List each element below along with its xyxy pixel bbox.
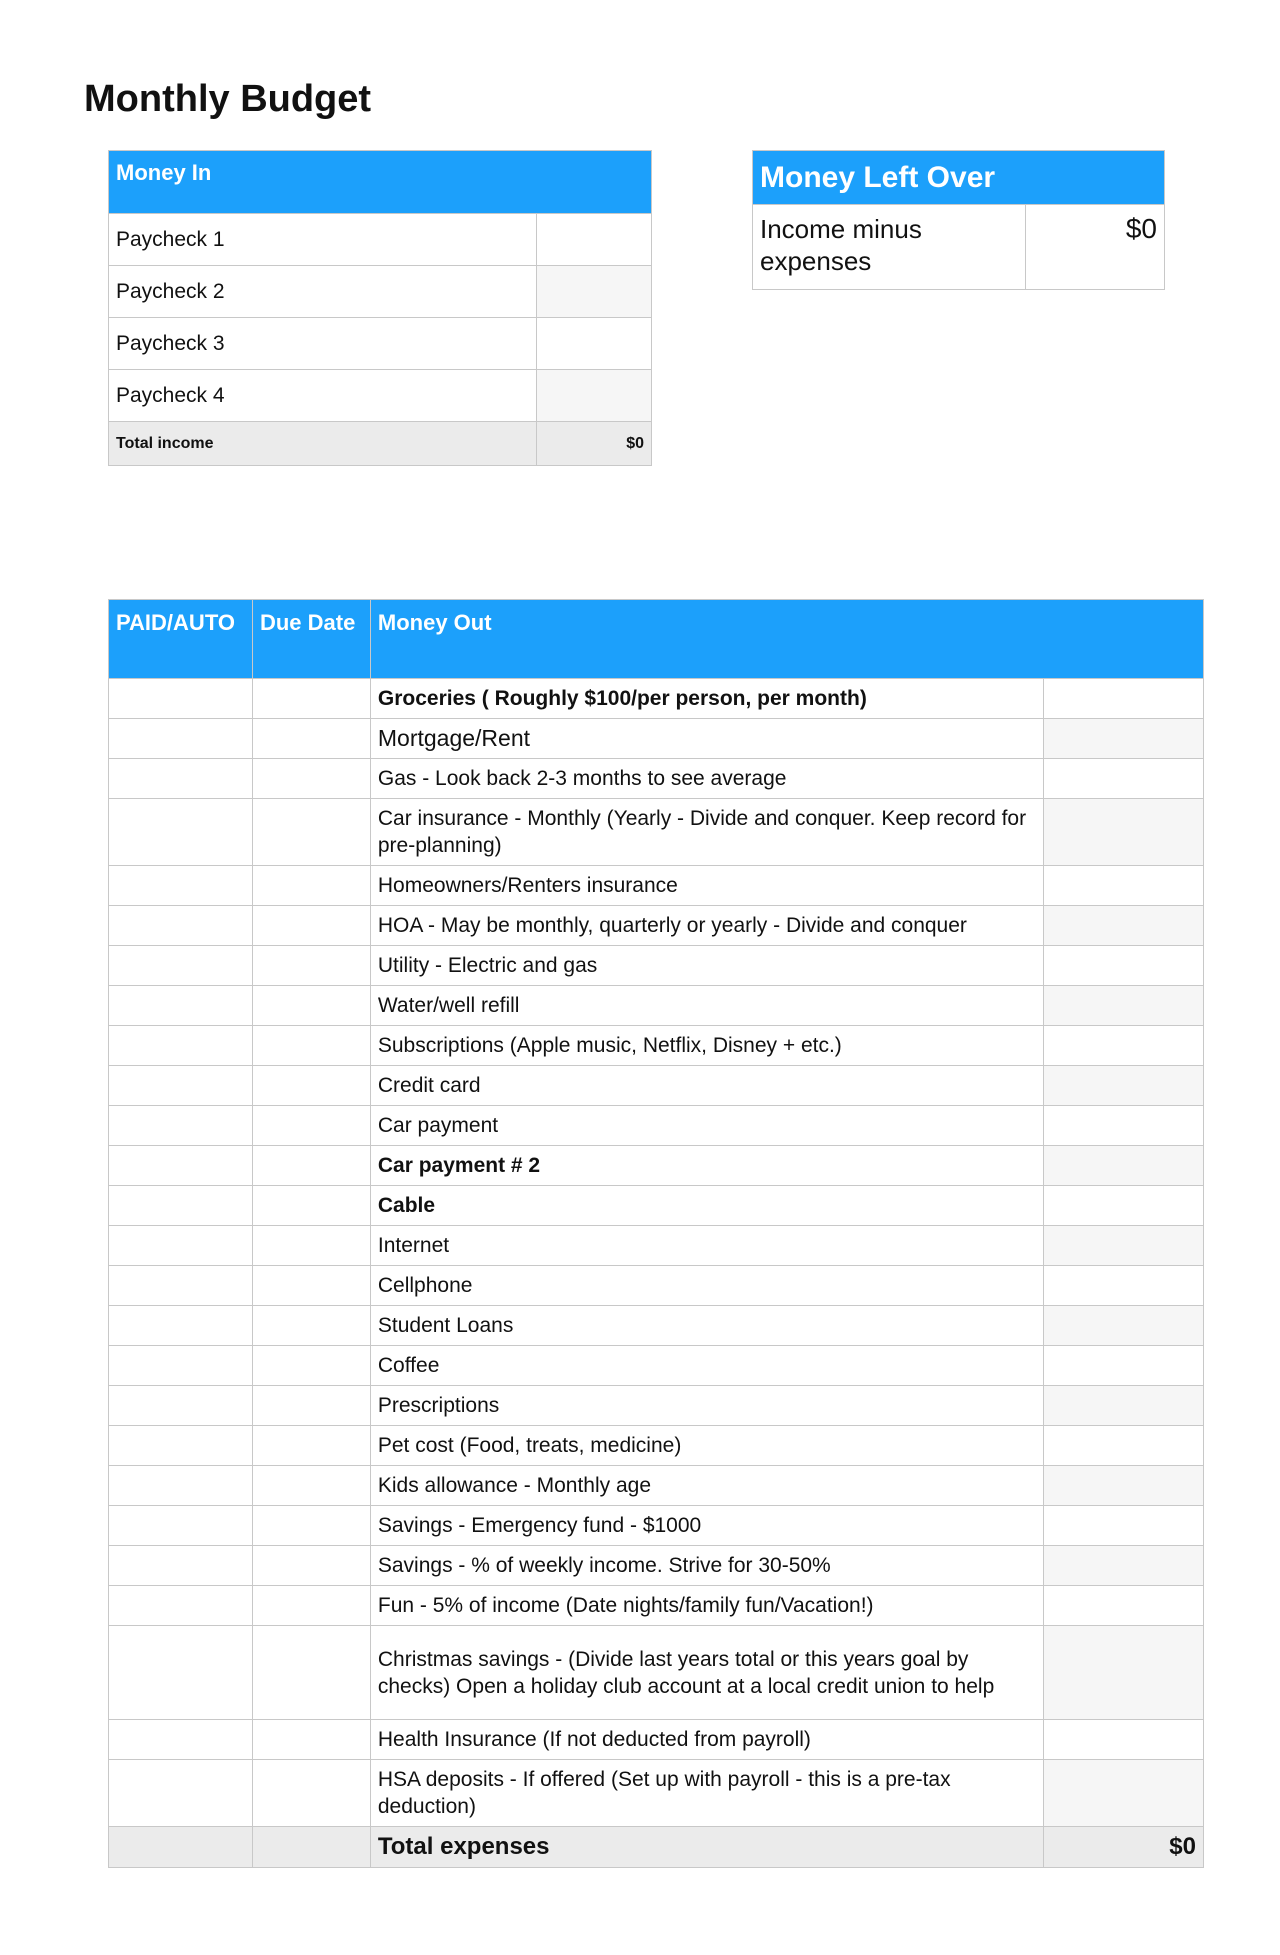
paid-cell[interactable] [109, 799, 253, 866]
expense-item-label: Subscriptions (Apple music, Netflix, Disney + etc.) [370, 1026, 1043, 1066]
expense-amount-cell[interactable] [1044, 1626, 1204, 1720]
expense-amount-cell[interactable] [1044, 1466, 1204, 1506]
expense-item-label: Health Insurance (If not deducted from payroll) [370, 1720, 1043, 1760]
paid-cell[interactable] [109, 1066, 253, 1106]
paid-cell[interactable] [109, 1226, 253, 1266]
due-date-cell[interactable] [252, 1346, 370, 1386]
table-row [109, 214, 652, 266]
expense-amount-cell[interactable] [1044, 1346, 1204, 1386]
due-date-cell[interactable] [252, 799, 370, 866]
due-date-cell[interactable] [252, 1426, 370, 1466]
due-date-cell[interactable] [252, 679, 370, 719]
table-row [109, 866, 1204, 906]
expense-item-label: Car insurance - Monthly (Yearly - Divide and conquer. Keep record for pre-planning) [370, 799, 1043, 866]
expense-amount-cell[interactable] [1044, 1546, 1204, 1586]
paid-cell[interactable] [109, 1586, 253, 1626]
expense-amount-cell[interactable] [1044, 866, 1204, 906]
table-row [109, 1226, 1204, 1266]
total-expenses-value: $0 [1044, 1827, 1204, 1868]
due-date-cell[interactable] [252, 1266, 370, 1306]
money-out-total-row [109, 1827, 1204, 1868]
table-row [753, 205, 1165, 290]
due-date-cell[interactable] [252, 1626, 370, 1720]
paid-cell[interactable] [109, 1466, 253, 1506]
expense-item-label: Christmas savings - (Divide last years total or this years goal by checks) Open a holiday club account at a local credit union to help [370, 1626, 1043, 1720]
paycheck-amount-cell[interactable] [537, 214, 652, 266]
paid-cell[interactable] [109, 1146, 253, 1186]
expense-item-label: Groceries ( Roughly $100/per person, per month) [370, 679, 1043, 719]
paycheck-amount-cell[interactable] [537, 370, 652, 422]
expense-amount-cell[interactable] [1044, 1306, 1204, 1346]
due-date-cell[interactable] [252, 986, 370, 1026]
paid-cell[interactable] [109, 1760, 253, 1827]
paid-cell[interactable] [109, 759, 253, 799]
due-date-cell[interactable] [252, 1760, 370, 1827]
table-row [109, 1546, 1204, 1586]
paid-cell[interactable] [109, 1266, 253, 1306]
expense-item-label: Student Loans [370, 1306, 1043, 1346]
table-row [109, 1306, 1204, 1346]
money-out-header-row [109, 600, 1204, 679]
expense-item-label: Fun - 5% of income (Date nights/family fun/Vacation!) [370, 1586, 1043, 1626]
money-in-header-row [109, 151, 652, 214]
due-date-cell[interactable] [252, 1720, 370, 1760]
due-date-cell[interactable] [252, 1226, 370, 1266]
due-date-cell[interactable] [252, 1066, 370, 1106]
paycheck-label: Paycheck 1 [109, 214, 537, 266]
money-out-header: Money Out [370, 600, 1203, 679]
due-date-cell[interactable] [252, 1506, 370, 1546]
table-row [109, 986, 1204, 1026]
expense-amount-cell[interactable] [1044, 1386, 1204, 1426]
due-date-cell[interactable] [252, 946, 370, 986]
due-date-cell[interactable] [252, 1106, 370, 1146]
table-row [109, 1760, 1204, 1827]
expense-item-label: Cable [370, 1186, 1043, 1226]
total-income-value: $0 [537, 422, 652, 466]
due-date-header: Due Date [252, 600, 370, 679]
expense-amount-cell[interactable] [1044, 1720, 1204, 1760]
expense-amount-cell[interactable] [1044, 986, 1204, 1026]
table-row [109, 1106, 1204, 1146]
money-in-header: Money In [109, 151, 652, 214]
expense-item-label: Mortgage/Rent [370, 719, 1043, 759]
due-date-cell[interactable] [252, 1386, 370, 1426]
paid-cell[interactable] [109, 1626, 253, 1720]
expense-amount-cell[interactable] [1044, 1426, 1204, 1466]
table-row [109, 906, 1204, 946]
due-date-cell[interactable] [252, 759, 370, 799]
expense-amount-cell[interactable] [1044, 1186, 1204, 1226]
table-row [109, 1386, 1204, 1426]
due-date-cell[interactable] [252, 1186, 370, 1226]
table-row [109, 1186, 1204, 1226]
paid-cell[interactable] [109, 719, 253, 759]
paid-cell[interactable] [109, 1346, 253, 1386]
table-row [109, 318, 652, 370]
table-row [109, 679, 1204, 719]
money-left-header: Money Left Over [753, 151, 1165, 205]
paycheck-label: Paycheck 2 [109, 266, 537, 318]
expense-item-label: Savings - Emergency fund - $1000 [370, 1506, 1043, 1546]
expense-amount-cell[interactable] [1044, 1106, 1204, 1146]
expense-item-label: Credit card [370, 1066, 1043, 1106]
due-date-cell[interactable] [252, 1026, 370, 1066]
money-left-header-row [753, 151, 1165, 205]
expense-item-label: Homeowners/Renters insurance [370, 866, 1043, 906]
table-row [109, 1066, 1204, 1106]
expense-item-label: Car payment # 2 [370, 1146, 1043, 1186]
income-minus-expenses-label: Income minus expenses [753, 205, 1026, 290]
table-row [109, 370, 652, 422]
due-date-cell[interactable] [252, 906, 370, 946]
expense-amount-cell[interactable] [1044, 946, 1204, 986]
table-row [109, 1586, 1204, 1626]
table-row [109, 1426, 1204, 1466]
paid-cell [109, 1827, 253, 1868]
due-date-cell[interactable] [252, 1146, 370, 1186]
table-row [109, 1626, 1204, 1720]
expense-amount-cell[interactable] [1044, 1586, 1204, 1626]
table-row [109, 1346, 1204, 1386]
paid-cell[interactable] [109, 1186, 253, 1226]
paid-cell[interactable] [109, 679, 253, 719]
expense-amount-cell[interactable] [1044, 1146, 1204, 1186]
table-row [109, 1026, 1204, 1066]
paid-cell[interactable] [109, 986, 253, 1026]
table-row [109, 1466, 1204, 1506]
expense-item-label: Water/well refill [370, 986, 1043, 1026]
table-row [109, 1266, 1204, 1306]
expense-item-label: Utility - Electric and gas [370, 946, 1043, 986]
expense-item-label: Car payment [370, 1106, 1043, 1146]
paid-cell[interactable] [109, 866, 253, 906]
table-row [109, 1506, 1204, 1546]
expense-amount-cell[interactable] [1044, 1266, 1204, 1306]
expense-amount-cell[interactable] [1044, 679, 1204, 719]
money-in-table [108, 150, 652, 466]
paid-auto-header: PAID/AUTO [109, 600, 253, 679]
paid-cell[interactable] [109, 1426, 253, 1466]
table-row [109, 266, 652, 318]
paycheck-amount-cell[interactable] [537, 318, 652, 370]
paycheck-label: Paycheck 3 [109, 318, 537, 370]
table-row [109, 1720, 1204, 1760]
expense-amount-cell[interactable] [1044, 799, 1204, 866]
expense-amount-cell[interactable] [1044, 1026, 1204, 1066]
expense-amount-cell[interactable] [1044, 1760, 1204, 1827]
expense-amount-cell[interactable] [1044, 906, 1204, 946]
due-date-cell[interactable] [252, 1586, 370, 1626]
expense-item-label: Prescriptions [370, 1386, 1043, 1426]
expense-amount-cell[interactable] [1044, 1226, 1204, 1266]
due-date-cell [252, 1827, 370, 1868]
table-row [109, 946, 1204, 986]
table-row [109, 719, 1204, 759]
total-income-label: Total income [109, 422, 537, 466]
due-date-cell[interactable] [252, 866, 370, 906]
due-date-cell[interactable] [252, 719, 370, 759]
expense-amount-cell[interactable] [1044, 1506, 1204, 1546]
expense-item-label: Coffee [370, 1346, 1043, 1386]
paycheck-label: Paycheck 4 [109, 370, 537, 422]
page-title: Monthly Budget [84, 78, 372, 120]
table-row [109, 1146, 1204, 1186]
due-date-cell[interactable] [252, 1466, 370, 1506]
expense-item-label: Internet [370, 1226, 1043, 1266]
total-expenses-label: Total expenses [370, 1827, 1043, 1868]
paid-cell[interactable] [109, 1306, 253, 1346]
money-left-value: $0 [1026, 205, 1165, 290]
expense-item-label: Cellphone [370, 1266, 1043, 1306]
table-row [109, 799, 1204, 866]
expense-item-label: Gas - Look back 2-3 months to see average [370, 759, 1043, 799]
table-row [109, 759, 1204, 799]
expense-amount-cell[interactable] [1044, 759, 1204, 799]
paid-cell[interactable] [109, 946, 253, 986]
money-out-table [108, 599, 1204, 1868]
expense-amount-cell[interactable] [1044, 719, 1204, 759]
due-date-cell[interactable] [252, 1546, 370, 1586]
paid-cell[interactable] [109, 1106, 253, 1146]
expense-amount-cell[interactable] [1044, 1066, 1204, 1106]
paid-cell[interactable] [109, 1386, 253, 1426]
money-in-total-row [109, 422, 652, 466]
expense-item-label: Savings - % of weekly income. Strive for 30-50% [370, 1546, 1043, 1586]
expense-item-label: HSA deposits - If offered (Set up with payroll - this is a pre-tax deduction) [370, 1760, 1043, 1827]
paid-cell[interactable] [109, 1026, 253, 1066]
paycheck-amount-cell[interactable] [537, 266, 652, 318]
due-date-cell[interactable] [252, 1306, 370, 1346]
paid-cell[interactable] [109, 1506, 253, 1546]
expense-item-label: HOA - May be monthly, quarterly or yearly - Divide and conquer [370, 906, 1043, 946]
expense-item-label: Kids allowance - Monthly age [370, 1466, 1043, 1506]
paid-cell[interactable] [109, 1720, 253, 1760]
paid-cell[interactable] [109, 1546, 253, 1586]
paid-cell[interactable] [109, 906, 253, 946]
expense-item-label: Pet cost (Food, treats, medicine) [370, 1426, 1043, 1466]
money-left-table [752, 150, 1165, 290]
